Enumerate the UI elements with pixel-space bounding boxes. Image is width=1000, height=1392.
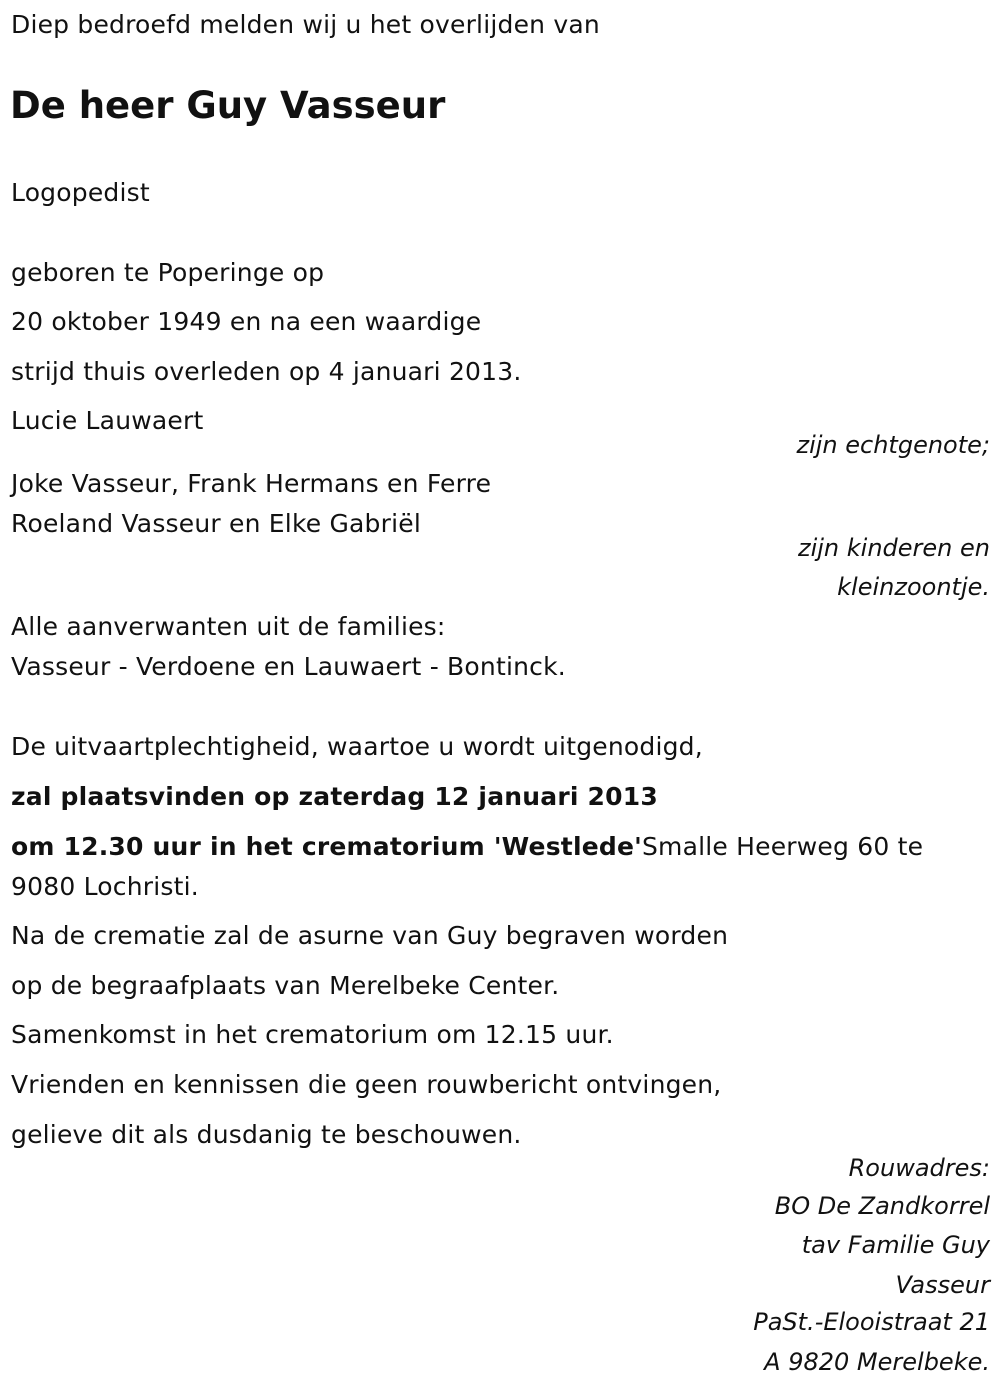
children-line-2: Roeland Vasseur en Elke Gabriël — [11, 509, 421, 538]
children-relation-2: kleinzoontje. — [837, 573, 990, 601]
birth-line-1: geboren te Poperinge op — [11, 258, 325, 287]
ceremony-time-place-line — [11, 832, 923, 862]
ceremony-detail-1: Na de crematie zal de asurne van Guy begraven worden — [11, 921, 729, 950]
profession: Logopedist — [11, 178, 150, 207]
ceremony-time-place: om 12.30 uur in het crematorium 'Westlede' — [11, 832, 642, 861]
ceremony-detail-3: Samenkomst in het crematorium om 12.15 uur. — [11, 1020, 614, 1049]
mourning-address-line-4: PaSt.-Elooistraat 21 — [753, 1308, 990, 1336]
spouse-relation: zijn echtgenote; — [796, 431, 990, 459]
ceremony-city: 9080 Lochristi. — [11, 872, 199, 901]
birth-line-3: strijd thuis overleden op 4 januari 2013. — [11, 357, 522, 386]
children-line-1: Joke Vasseur, Frank Hermans en Ferre — [11, 469, 492, 498]
deceased-name: De heer Guy Vasseur — [10, 84, 446, 127]
families-line-2: Vasseur - Verdoene en Lauwaert - Bontinck. — [11, 652, 566, 681]
mourning-address-line-2: tav Familie Guy — [801, 1231, 990, 1259]
ceremony-detail-4: Vrienden en kennissen die geen rouwbericht ontvingen, — [11, 1070, 722, 1099]
families-line-1: Alle aanverwanten uit de families: — [11, 612, 446, 641]
ceremony-date: zal plaatsvinden op zaterdag 12 januari 2013 — [11, 782, 658, 811]
birth-line-2: 20 oktober 1949 en na een waardige — [11, 307, 482, 336]
ceremony-detail-5: gelieve dit als dusdanig te beschouwen. — [11, 1120, 522, 1149]
ceremony-invite: De uitvaartplechtigheid, waartoe u wordt uitgenodigd, — [11, 732, 703, 761]
ceremony-detail-2: op de begraafplaats van Merelbeke Center. — [11, 971, 560, 1000]
intro-text: Diep bedroefd melden wij u het overlijden van — [11, 10, 600, 39]
mourning-address-line-5: A 9820 Merelbeke. — [764, 1348, 990, 1376]
spouse-name: Lucie Lauwaert — [11, 406, 204, 435]
mourning-address-line-3: Vasseur — [895, 1271, 990, 1299]
mourning-address-label: Rouwadres: — [848, 1154, 990, 1182]
mourning-address-line-1: BO De Zandkorrel — [774, 1192, 990, 1220]
children-relation-1: zijn kinderen en — [798, 534, 990, 562]
ceremony-address: Smalle Heerweg 60 te — [641, 832, 924, 861]
